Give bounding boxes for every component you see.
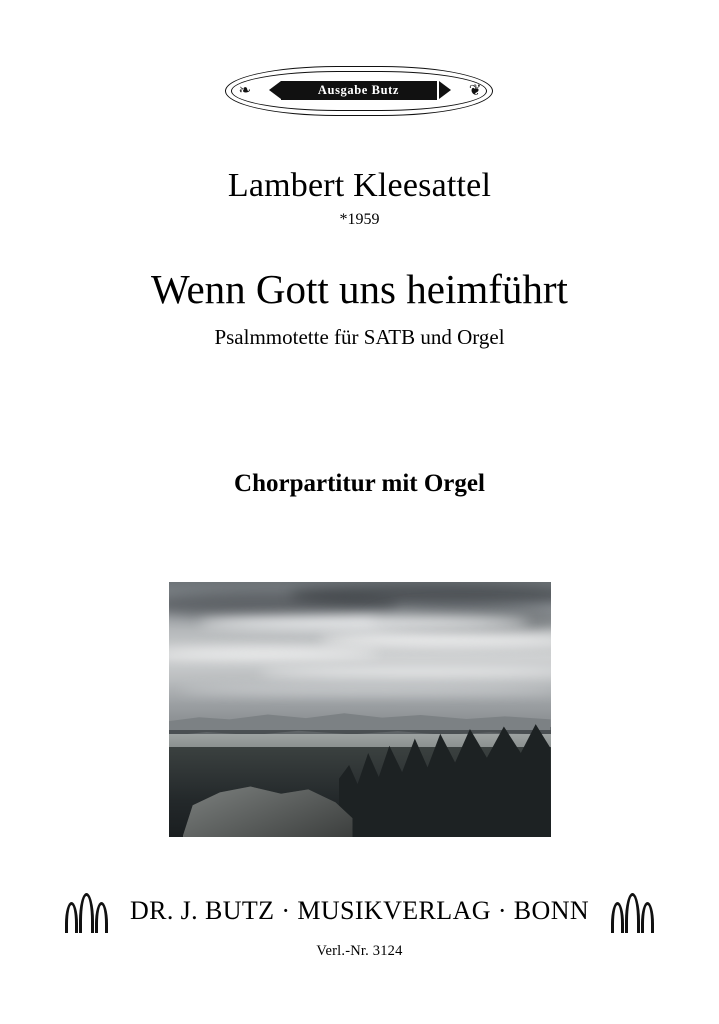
cover-photograph <box>169 582 551 837</box>
photo-cloud <box>169 648 379 658</box>
composer-dates: *1959 <box>339 210 380 228</box>
plate-number: Verl.-Nr. 3124 <box>316 942 403 959</box>
publisher-footer <box>80 889 640 933</box>
emblem-banner-tip-left-icon <box>269 81 281 99</box>
emblem-flourish-right-icon: ❦ <box>468 83 481 99</box>
composer-name: Lambert Kleesattel <box>227 167 492 204</box>
publisher-name: DR. J. BUTZ · MUSIKVERLAG · BONN <box>129 895 590 925</box>
emblem-banner-label: Ausgabe Butz <box>281 81 437 100</box>
publisher-emblem <box>225 62 495 120</box>
edition-line: Chorpartitur mit Orgel <box>234 469 485 497</box>
arch-ornament-left-icon <box>65 889 108 933</box>
arch-ornament-right-icon <box>611 889 654 933</box>
photo-cloud <box>259 668 551 677</box>
emblem-banner-tip-right-icon <box>439 81 451 99</box>
photo-cloud <box>179 686 551 694</box>
photo-cloud <box>199 616 529 630</box>
emblem-flourish-left-icon: ❧ <box>238 83 251 99</box>
work-title: Wenn Gott uns heimführt <box>151 265 568 312</box>
work-subtitle: Psalmmotette für SATB und Orgel <box>214 324 505 349</box>
